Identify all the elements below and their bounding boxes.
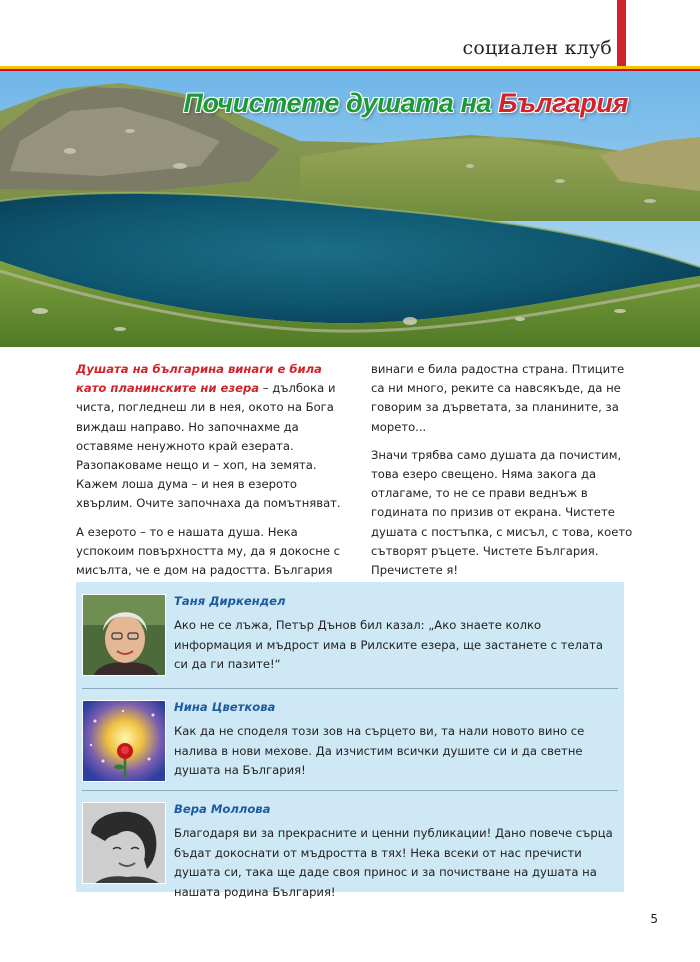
comment-text: Ако не се лъжа, Петър Дънов бил казал: „Ако знаете колко информация и мъдрост има в Рилските езера, ще застанете с телата си да ги пазите!“ — [174, 618, 603, 671]
avatar — [82, 700, 166, 782]
comment-author: Нина Цветкова — [174, 700, 276, 714]
section-label: социален клуб — [462, 37, 612, 59]
comments-box — [76, 582, 624, 899]
article-column-left — [76, 360, 343, 589]
article-lead: Душата на българина винаги е била като планинските ни езера — [76, 362, 322, 396]
article-paragraph-1 — [76, 360, 343, 514]
avatar — [82, 802, 166, 884]
article-paragraph-1-rest: – дълбока и чиста, погледнеш ли в нея, окото на Бога виждаш направо. Но започнахме да оставяме ненужното край езерата. Разопаковаме нещо и – хоп, на земята. Кажем лоша дума – и нея в езерото хвърлим. Очите започнаха да помътняват. — [76, 381, 341, 511]
headline-part-red: България — [498, 88, 628, 118]
article-paragraph-4: Значи трябва само душата да почистим, това езеро свещено. Няма закога да отлагаме, то не се прави веднъж в годината по призив от екрана. Чистете душата с постъпка, с мисъл, с това, което сътворят ръцете. Чистете България. Пречистете я! — [371, 447, 633, 578]
comment-text: Как да не споделя този зов на сърцето ви, та нали новото вино се налива в нови мехове. Да изчистим всички душите си и да светне душата на България! — [174, 724, 585, 777]
article-paragraph-3: винаги е била радостна страна. Птиците са ни много, реките са навсякъде, да не говорим за дърветата, за планините, за морето... — [371, 362, 625, 434]
comment-divider — [82, 790, 618, 791]
comment-author: Вера Моллова — [174, 802, 271, 816]
top-margin — [0, 0, 700, 8]
comment-text: Благодаря ви за прекрасните и ценни публикации! Дано повече сърца бъдат докоснати от мъдростта в тях! Нека всеки от нас пречисти душата си, така ще даде своя принос и за почистване на душата на нашата родина България! — [174, 826, 613, 899]
headline-part-green: Почистете душата на — [183, 88, 499, 118]
avatar — [82, 594, 166, 676]
comment-divider — [82, 688, 618, 689]
page-number: 5 — [650, 912, 658, 926]
header-red-accent — [617, 0, 626, 69]
article-column-right — [371, 360, 633, 589]
comment-author: Таня Диркендел — [174, 594, 286, 608]
page-headline — [183, 88, 628, 119]
article-paragraph-2: А езерото – то е нашата душа. Нека успокоим повърхността му, да я докосне с мисълта, че е дом на радостта. България — [76, 524, 341, 578]
